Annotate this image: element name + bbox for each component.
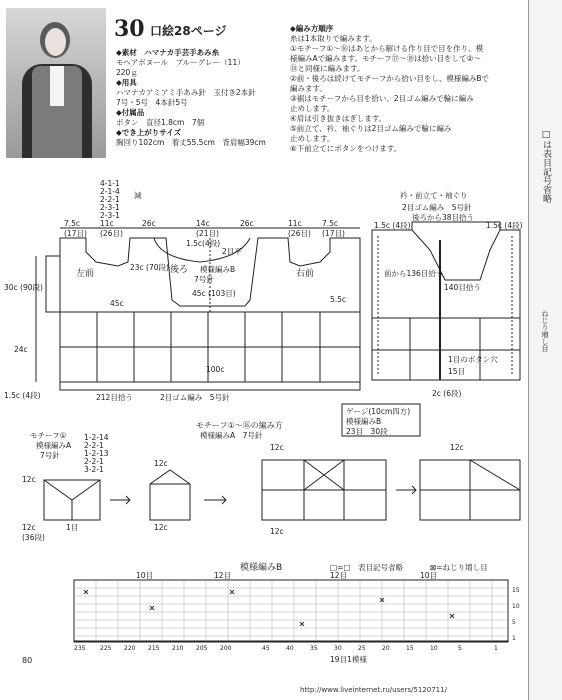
tick: 210 xyxy=(172,645,184,652)
back-label: 後ろ xyxy=(170,265,189,275)
materials-line: ◆用具 xyxy=(116,78,137,87)
lower-count: 15目 xyxy=(448,367,466,376)
dec-row: 2-3-1 xyxy=(100,203,120,212)
legend-text: □=□ 表目記号省略 xyxy=(330,563,403,572)
step-line: 糸は1本取りで編みます。 xyxy=(290,34,377,43)
side-tick: 10 xyxy=(512,603,520,610)
materials-line: 7号・5号 4本針5号 xyxy=(116,98,188,107)
pattern-b-count: 12目 xyxy=(214,571,232,580)
top-dim: 11c xyxy=(100,219,114,228)
tick: 5 xyxy=(458,645,462,652)
back-pattern: 模様編みB xyxy=(200,265,236,274)
assembly-size: 12c xyxy=(270,527,284,536)
tick: 30 xyxy=(334,645,342,652)
collar-dim: 1.5c (4段) xyxy=(374,221,411,230)
materials-line: ハマナカアミアミ手あみ針 玉付き2本針 xyxy=(116,88,256,97)
step-line: 止めします。 xyxy=(290,104,335,113)
hem-rib: 2目ゴム編み 5号針 xyxy=(160,393,230,402)
step-line: ①モチーフ①〜⑯はあとから解ける作り目で目を作り、模 xyxy=(290,44,484,53)
legend-text-2: ⊠=ねじり増し目 xyxy=(430,563,488,572)
motif1-stitch: 1目 xyxy=(66,523,79,532)
top-dim: 7.5c xyxy=(322,219,339,228)
tick: 35 xyxy=(310,645,318,652)
materials-line: 220ｇ xyxy=(116,68,138,77)
step-line: ⑥下前立てにボタンをつけます。 xyxy=(290,144,402,153)
motif1-rows: (36段) xyxy=(22,533,45,542)
collar-left: 前から136目拾う xyxy=(384,269,444,278)
materials-line: ◆素材 ハマナカ手芸手あみ糸 xyxy=(116,48,220,57)
armhole-dim: 23c (70段) xyxy=(130,263,169,272)
motif1-count: 2-2-1 xyxy=(84,441,104,450)
back-width: 45c (103目) xyxy=(192,289,236,298)
motif1-count: 1-2-14 xyxy=(84,433,109,442)
side-legend-label: □は表目記号省略 xyxy=(541,130,551,203)
step-line: ③裾はモチーフから目を拾い、2目ゴム編みで輪に編み xyxy=(290,94,474,103)
pattern-b-count: 10目 xyxy=(136,571,154,580)
pattern-b-count: 10目 xyxy=(420,571,438,580)
side-legend-label-2: ねじり増し目 xyxy=(541,310,549,352)
side-tick: 1 xyxy=(512,635,516,642)
side-height: 30c (90段) xyxy=(4,283,43,292)
materials-line: ボタン 直径1.8cm 7個 xyxy=(116,118,205,127)
motif1-count: 3-2-1 xyxy=(84,465,104,474)
neck-dim: 1.5c(4段) xyxy=(186,239,221,248)
gauge-line: 模様編みB xyxy=(346,417,382,426)
top-rows: (26目) xyxy=(288,229,311,238)
tick: 225 xyxy=(100,645,112,652)
step-line: 止めします。 xyxy=(290,134,335,143)
page-reference: 口絵28ページ xyxy=(150,24,227,38)
side-tick: 15 xyxy=(512,587,520,594)
page-number: 80 xyxy=(22,656,33,665)
step-line: 編みます。 xyxy=(290,84,327,93)
step-line: ⑤前立て、衿、袖ぐりは2目ゴム編みで輪に編み xyxy=(290,124,452,133)
dec-row: 2-2-1 xyxy=(100,195,120,204)
dec-label: 減 xyxy=(134,191,142,200)
step-line: ④肩は引き抜きはぎします。 xyxy=(290,114,387,123)
materials-line: ◆でき上がりサイズ xyxy=(116,128,182,137)
collar-pick: 後ろから38目拾う xyxy=(412,213,475,222)
collar-title: 衿・前立て・袖ぐり xyxy=(400,191,468,200)
assembly-size: 12c xyxy=(270,443,284,452)
tick: 15 xyxy=(406,645,414,652)
tick: 235 xyxy=(74,645,86,652)
step-line: 様編みAで編みます。モチーフ⑰〜⑱は拾い目をして②〜 xyxy=(290,54,481,63)
left-side-edge xyxy=(46,256,60,312)
dec-row: 2-3-1 xyxy=(100,211,120,220)
assembly-size: 12c xyxy=(450,443,464,452)
collar-dim: 1.5c (4段) xyxy=(486,221,523,230)
pattern-b-count: 12目 xyxy=(330,571,348,580)
buttonhole-label: 1目のボタン穴 xyxy=(448,355,498,364)
hem-rib xyxy=(60,382,360,390)
tick: 45 xyxy=(262,645,270,652)
top-rows: (21目) xyxy=(196,229,219,238)
repeat-label: 19目1模様 xyxy=(330,655,367,664)
front-band-dim: 5.5c xyxy=(330,295,347,304)
pattern-b-title: 模様編みB xyxy=(240,563,283,573)
back-needle: 7号針 xyxy=(194,275,214,284)
pattern-b-chart xyxy=(74,580,508,642)
collar-rib: 2目ゴム編み 5号針 xyxy=(402,203,472,212)
motif2-size: 12c xyxy=(154,523,168,532)
top-rows: (26目) xyxy=(100,229,123,238)
side-tick: 5 xyxy=(512,619,516,626)
tick: 200 xyxy=(220,645,232,652)
bottom-dim: 2c (6段) xyxy=(432,389,462,398)
gauge-line: ゲージ(10cm四方) xyxy=(346,407,411,416)
arrow-2 xyxy=(204,496,226,504)
hem-pick: 212目拾う xyxy=(96,393,133,402)
dec-row: 2-1-4 xyxy=(100,187,120,196)
top-rows: (17目) xyxy=(322,229,345,238)
neck-flat: 2目平 xyxy=(222,247,242,256)
tick: 215 xyxy=(148,645,160,652)
collar-right: 140目拾う xyxy=(444,283,481,292)
step-line: ②前・後ろは続けてモチーフから拾い目をし、模様編みBで xyxy=(290,74,489,83)
top-rows: (17目) xyxy=(64,229,87,238)
pattern-b-marks xyxy=(84,590,454,626)
motif1-count: 2-2-1 xyxy=(84,457,104,466)
step-line: ⑱と同様に編みます。 xyxy=(290,64,365,73)
hem-dim: 1.5c (4段) xyxy=(4,391,41,400)
left-front-label: 左前 xyxy=(76,269,95,279)
materials-line: 胸回り102cm 着丈55.5cm 背肩幅39cm xyxy=(116,138,266,147)
arrow-1 xyxy=(110,496,130,504)
pattern-b-grid xyxy=(74,580,508,641)
motif-height: 24c xyxy=(14,345,28,354)
top-dim: 26c xyxy=(240,219,254,228)
motif1-pattern: 模様編みA xyxy=(36,441,72,450)
motif1-count: 1-2-13 xyxy=(84,449,109,458)
tick: 40 xyxy=(286,645,294,652)
tick: 220 xyxy=(124,645,136,652)
arrow-3 xyxy=(396,486,416,494)
m100-dim: 100c xyxy=(206,365,225,374)
motif-title: モチーフ①〜⑯の編み方 xyxy=(196,421,283,430)
materials-line: ◆付属品 xyxy=(116,108,145,117)
materials-line: モヘアボヌール ブルーグレー（11） xyxy=(116,58,245,67)
tick: 10 xyxy=(430,645,438,652)
motif1-needle: 7号針 xyxy=(40,451,60,460)
tick: 25 xyxy=(358,645,366,652)
motif1-size: 12c xyxy=(22,475,36,484)
motif1-size: 12c xyxy=(22,523,36,532)
right-front-label: 右前 xyxy=(296,269,315,279)
motif1-title: モチーフ① xyxy=(30,431,67,440)
watermark-url: http://www.liveinternet.ru/users/5120711/ xyxy=(300,686,447,694)
top-dim: 7.5c xyxy=(64,219,81,228)
front-width: 45c xyxy=(110,299,124,308)
tick: 205 xyxy=(196,645,208,652)
gauge-line: 23目 30段 xyxy=(346,427,388,436)
top-dim: 14c xyxy=(196,219,210,228)
motif-sub: 模様編みA 7号針 xyxy=(200,431,263,440)
motif2-size: 12c xyxy=(154,459,168,468)
step-line: ◆編み方順序 xyxy=(290,24,334,33)
band-outline xyxy=(372,230,520,380)
motif-stage-2 xyxy=(150,484,190,520)
pattern-number: 30 xyxy=(114,16,145,42)
top-dim: 26c xyxy=(142,219,156,228)
tick: 20 xyxy=(382,645,390,652)
dec-row: 4-1-1 xyxy=(100,179,120,188)
tick: 1 xyxy=(494,645,498,652)
top-dim: 11c xyxy=(288,219,302,228)
